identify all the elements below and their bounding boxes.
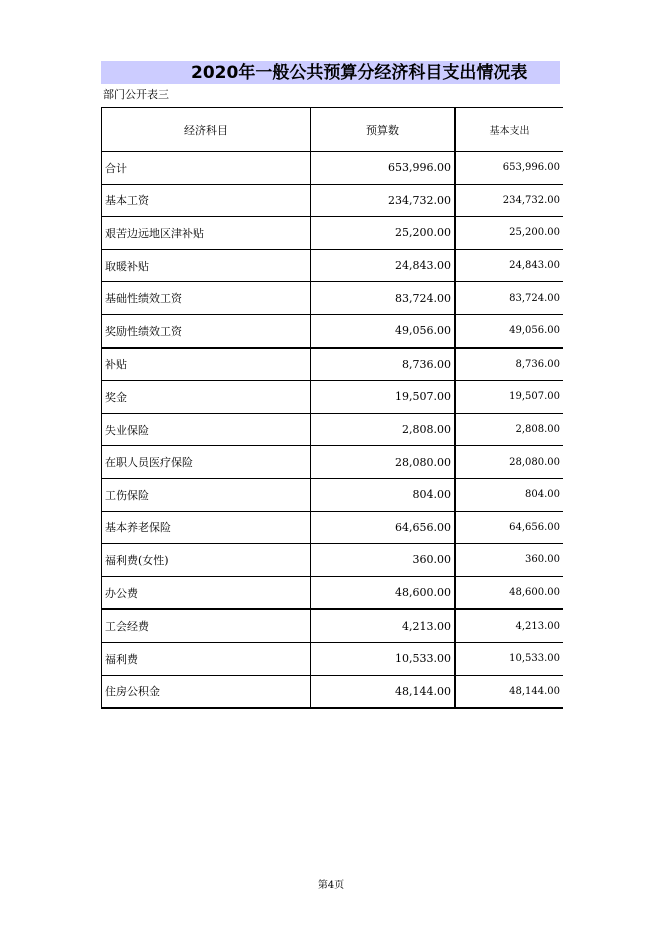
row-budget: 360.00	[311, 544, 456, 577]
row-budget: 653,996.00	[311, 152, 456, 185]
table-row	[102, 152, 564, 185]
row-name: 住房公积金	[102, 675, 311, 708]
table-row	[102, 381, 564, 414]
row-basic: 48,600.00	[455, 576, 563, 609]
row-basic: 4,213.00	[455, 609, 563, 642]
row-name: 办公费	[102, 576, 311, 609]
table-label: 部门公开表三	[103, 88, 169, 101]
table-row	[102, 249, 564, 282]
row-name: 取暖补贴	[102, 249, 311, 282]
row-budget: 24,843.00	[311, 249, 456, 282]
table-row	[102, 413, 564, 446]
row-basic: 64,656.00	[455, 511, 563, 544]
table-header-row	[102, 108, 564, 152]
table-row	[102, 217, 564, 250]
table-row	[102, 576, 564, 609]
row-name: 奖金	[102, 381, 311, 414]
row-budget: 49,056.00	[311, 314, 456, 347]
row-name: 工会经费	[102, 609, 311, 642]
row-budget: 25,200.00	[311, 217, 456, 250]
table-row	[102, 675, 564, 708]
row-basic: 234,732.00	[455, 184, 563, 217]
row-budget: 64,656.00	[311, 511, 456, 544]
row-basic: 24,843.00	[455, 249, 563, 282]
table-row	[102, 314, 564, 347]
row-basic: 25,200.00	[455, 217, 563, 250]
row-basic: 49,056.00	[455, 314, 563, 347]
row-budget: 804.00	[311, 478, 456, 511]
table-row	[102, 544, 564, 577]
table-row	[102, 282, 564, 315]
row-name: 补贴	[102, 348, 311, 381]
row-budget: 48,600.00	[311, 576, 456, 609]
page-title: 2020年一般公共预算分经济科目支出情况表	[191, 63, 528, 83]
row-budget: 19,507.00	[311, 381, 456, 414]
row-name: 基本养老保险	[102, 511, 311, 544]
expenditure-table	[101, 107, 563, 709]
row-name: 奖励性绩效工资	[102, 314, 311, 347]
row-name: 合计	[102, 152, 311, 185]
column-header-budget: 预算数	[311, 108, 456, 152]
row-name: 福利费(女性)	[102, 544, 311, 577]
row-basic: 360.00	[455, 544, 563, 577]
row-basic: 48,144.00	[455, 675, 563, 708]
row-budget: 48,144.00	[311, 675, 456, 708]
table-row	[102, 446, 564, 479]
row-budget: 83,724.00	[311, 282, 456, 315]
row-basic: 2,808.00	[455, 413, 563, 446]
row-basic: 28,080.00	[455, 446, 563, 479]
table-row	[102, 348, 564, 381]
row-budget: 28,080.00	[311, 446, 456, 479]
row-basic: 10,533.00	[455, 642, 563, 675]
row-name: 艰苦边远地区津补贴	[102, 217, 311, 250]
row-basic: 19,507.00	[455, 381, 563, 414]
row-name: 工伤保险	[102, 478, 311, 511]
row-name: 失业保险	[102, 413, 311, 446]
title-bar	[101, 61, 560, 84]
row-budget: 4,213.00	[311, 609, 456, 642]
column-header-economic-item: 经济科目	[102, 108, 311, 152]
table-row	[102, 609, 564, 642]
page-number: 第4页	[317, 880, 345, 891]
row-basic: 653,996.00	[455, 152, 563, 185]
row-budget: 2,808.00	[311, 413, 456, 446]
row-budget: 234,732.00	[311, 184, 456, 217]
row-name: 在职人员医疗保险	[102, 446, 311, 479]
table-row	[102, 511, 564, 544]
row-name: 基础性绩效工资	[102, 282, 311, 315]
row-name: 福利费	[102, 642, 311, 675]
row-name: 基本工资	[102, 184, 311, 217]
row-budget: 10,533.00	[311, 642, 456, 675]
row-basic: 804.00	[455, 478, 563, 511]
column-header-basic-expenditure: 基本支出	[455, 108, 563, 152]
row-basic: 83,724.00	[455, 282, 563, 315]
table-row	[102, 642, 564, 675]
table-row	[102, 478, 564, 511]
row-budget: 8,736.00	[311, 348, 456, 381]
table-row	[102, 184, 564, 217]
row-basic: 8,736.00	[455, 348, 563, 381]
